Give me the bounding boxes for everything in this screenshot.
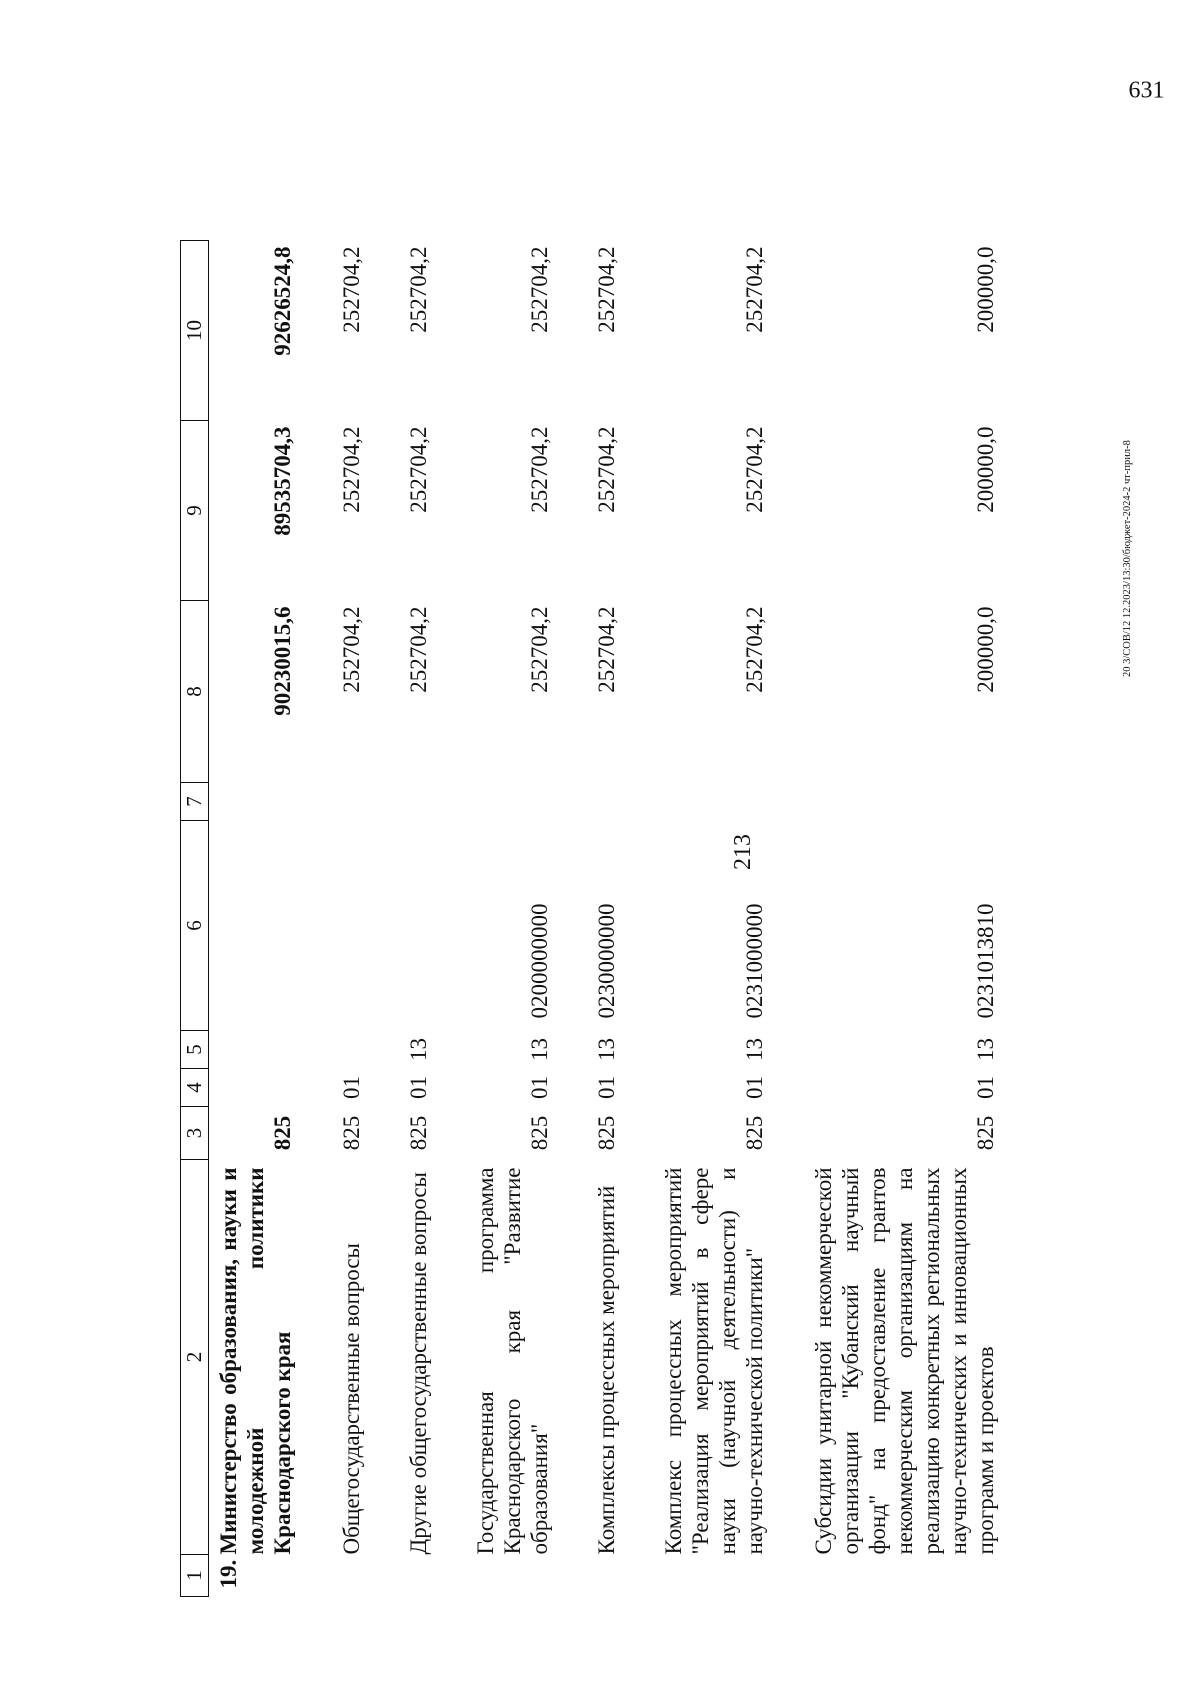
cell-c9: 252704,2 bbox=[742, 426, 767, 513]
cell-c9: 252704,2 bbox=[594, 426, 619, 513]
cell-c5 bbox=[215, 1031, 296, 1069]
table-row bbox=[405, 241, 432, 1597]
cell-c10: 252704,2 bbox=[742, 246, 767, 333]
cell-c5: 13 bbox=[406, 1038, 431, 1061]
header-col-3: 3 bbox=[181, 1107, 209, 1160]
cell-c6 bbox=[405, 821, 432, 1031]
row-number bbox=[660, 1555, 768, 1597]
cell-c9: 200000,0 bbox=[973, 426, 998, 513]
cell-c6: 0231000000 bbox=[742, 903, 767, 1019]
cell-c10: 252704,2 bbox=[594, 246, 619, 333]
cell-c3: 825 bbox=[973, 1115, 998, 1151]
cell-c4: 01 bbox=[742, 1076, 767, 1099]
cell-c9: 252704,2 bbox=[339, 426, 364, 513]
cell-c3: 825 bbox=[527, 1115, 552, 1151]
cell-c6: 0231013810 bbox=[973, 903, 998, 1019]
row-number bbox=[338, 1555, 365, 1597]
cell-c4: 01 bbox=[406, 1076, 431, 1099]
cell-c7 bbox=[810, 783, 999, 821]
cell-c3: 825 bbox=[270, 1115, 295, 1151]
row-name: Общегосударственные вопросы bbox=[339, 1243, 364, 1555]
cell-c8: 252704,2 bbox=[339, 606, 364, 693]
cell-c8: 252704,2 bbox=[406, 606, 431, 693]
header-col-4: 4 bbox=[181, 1069, 209, 1107]
cell-c8: 200000,0 bbox=[973, 606, 998, 693]
cell-c5 bbox=[338, 1031, 365, 1069]
header-col-8: 8 bbox=[181, 601, 209, 783]
cell-c6 bbox=[338, 821, 365, 1031]
page-number: 213 bbox=[730, 834, 756, 870]
cell-c10: 92626524,8 bbox=[270, 246, 295, 356]
cell-c6: 0200000000 bbox=[527, 903, 552, 1019]
row-number bbox=[405, 1555, 432, 1597]
cell-c9: 89535704,3 bbox=[270, 426, 295, 536]
table-row bbox=[593, 241, 620, 1597]
row-number: 19. bbox=[216, 1559, 241, 1589]
cell-c7 bbox=[405, 783, 432, 821]
cell-c9: 252704,2 bbox=[527, 426, 552, 513]
cell-c7 bbox=[338, 783, 365, 821]
cell-c8: 252704,2 bbox=[594, 606, 619, 693]
header-col-6: 6 bbox=[181, 821, 209, 1031]
header-col-1: 1 bbox=[181, 1555, 209, 1597]
table-row bbox=[810, 241, 999, 1597]
cell-c9: 252704,2 bbox=[406, 426, 431, 513]
row-name: Министерство образования, науки и молодежной политики Краснодарского края bbox=[216, 1167, 295, 1555]
cell-c3: 825 bbox=[742, 1115, 767, 1151]
table-row bbox=[472, 241, 553, 1597]
cell-c10: 200000,0 bbox=[973, 246, 998, 333]
header-col-10: 10 bbox=[181, 241, 209, 421]
cell-c4: 01 bbox=[973, 1076, 998, 1099]
row-name: Комплексы процессных мероприятий bbox=[594, 1185, 619, 1555]
cell-c3: 825 bbox=[406, 1115, 431, 1151]
header-col-9: 9 bbox=[181, 421, 209, 601]
row-name: Комплекс процессных мероприятий "Реализация мероприятий в сфере науки (научной деятельности) и научно-технической политики" bbox=[661, 1167, 767, 1555]
cell-c3: 825 bbox=[339, 1115, 364, 1151]
cell-c10: 252704,2 bbox=[406, 246, 431, 333]
cell-c4: 01 bbox=[527, 1076, 552, 1099]
sheet-number: 631 bbox=[1128, 77, 1165, 104]
cell-c5: 13 bbox=[973, 1038, 998, 1061]
cell-c5: 13 bbox=[594, 1038, 619, 1061]
table-row bbox=[338, 241, 365, 1597]
cell-c4: 01 bbox=[594, 1076, 619, 1099]
cell-c8: 252704,2 bbox=[527, 606, 552, 693]
cell-c7 bbox=[215, 783, 296, 821]
cell-c7 bbox=[472, 783, 553, 821]
row-name: Другие общегосударственные вопросы bbox=[406, 1172, 431, 1555]
cell-c10: 252704,2 bbox=[339, 246, 364, 333]
cell-c8: 252704,2 bbox=[742, 606, 767, 693]
cell-c6 bbox=[215, 821, 296, 1031]
cell-c4 bbox=[215, 1069, 296, 1107]
table-row bbox=[215, 241, 296, 1597]
cell-c5: 13 bbox=[742, 1038, 767, 1061]
budget-table bbox=[180, 240, 999, 1597]
table-row bbox=[660, 241, 768, 1597]
row-number bbox=[593, 1555, 620, 1597]
header-col-7: 7 bbox=[181, 783, 209, 821]
cell-c4: 01 bbox=[339, 1076, 364, 1099]
row-name: Субсидии унитарной некоммерческой организации "Кубанский научный фонд" на предоставление грантов некоммерческим организациям на реализацию конкретных региональных научно-технических и инновационных программ и проектов bbox=[811, 1167, 998, 1555]
footer-code: 20 3/СОВ/12 12.2023/13:30/бюджет-2024-2 чт-прил-8 bbox=[1122, 440, 1133, 677]
row-name: Государственная программа Краснодарского края "Развитие образования" bbox=[473, 1167, 552, 1555]
cell-c7 bbox=[660, 783, 768, 821]
header-col-2: 2 bbox=[181, 1160, 209, 1555]
cell-c10: 252704,2 bbox=[527, 246, 552, 333]
cell-c5: 13 bbox=[527, 1038, 552, 1061]
column-number-row bbox=[181, 241, 209, 1597]
cell-c7 bbox=[593, 783, 620, 821]
cell-c8: 90230015,6 bbox=[270, 606, 295, 716]
row-number bbox=[810, 1555, 999, 1597]
header-col-5: 5 bbox=[181, 1031, 209, 1069]
row-number bbox=[472, 1555, 553, 1597]
cell-c3: 825 bbox=[594, 1115, 619, 1151]
cell-c6: 0230000000 bbox=[594, 903, 619, 1019]
